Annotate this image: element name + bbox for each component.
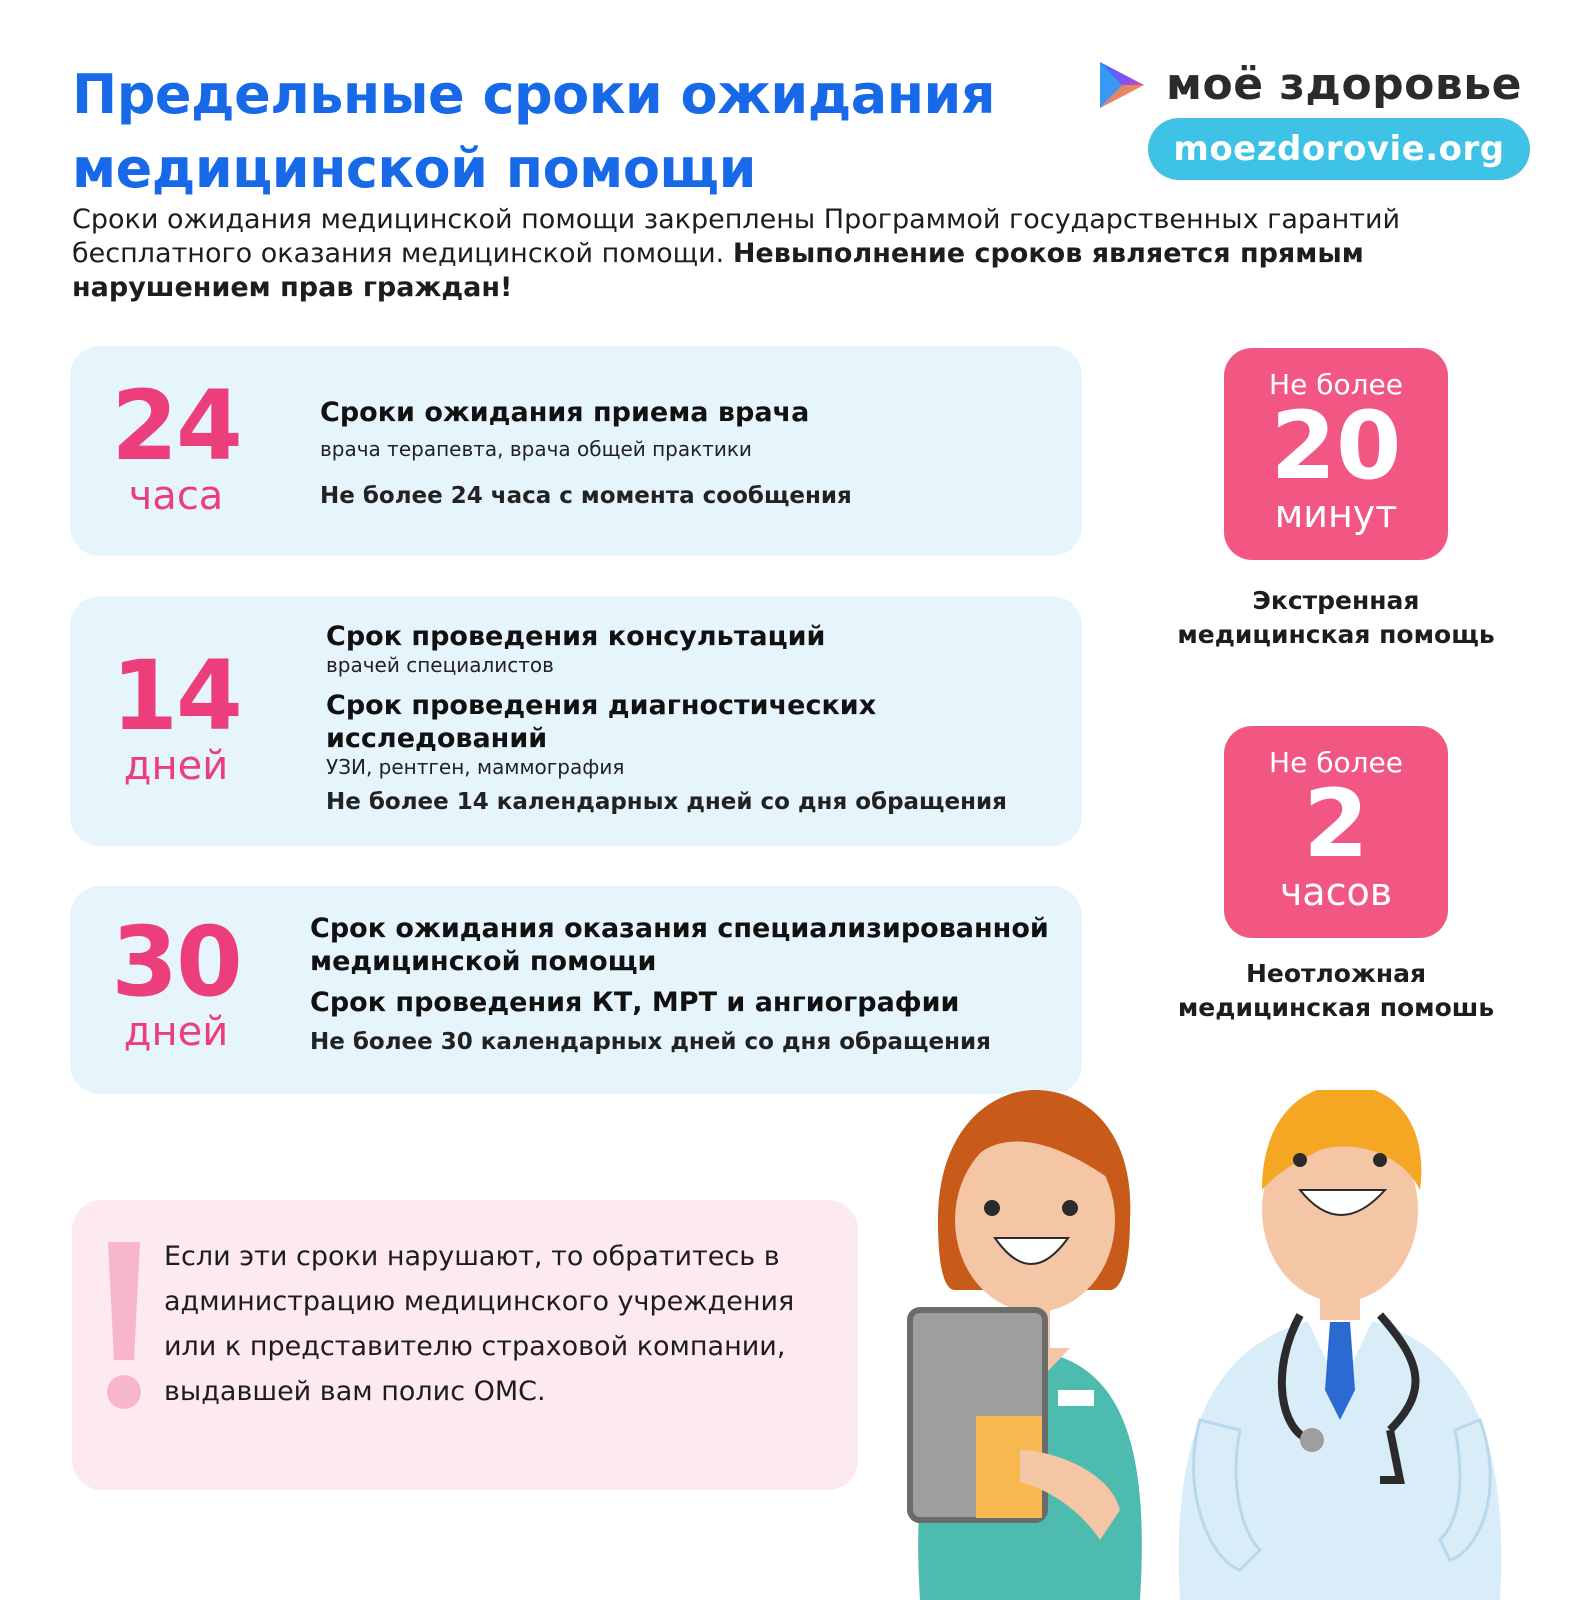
card-number: 24 bbox=[111, 370, 241, 482]
badge-unit: часов bbox=[1279, 870, 1393, 914]
card-number-block bbox=[70, 640, 282, 789]
badge-prefix: Не более bbox=[1269, 746, 1403, 779]
card-heading: Срок проведения консультаций bbox=[326, 621, 826, 652]
badge-unit: минут bbox=[1274, 492, 1398, 536]
intro-paragraph bbox=[72, 203, 1512, 305]
card-number: 14 bbox=[111, 640, 241, 752]
title-line-1: Предельные сроки ожидания bbox=[72, 63, 996, 126]
card-text-block bbox=[320, 396, 1060, 511]
card-heading: Сроки ожидания приема врача bbox=[320, 397, 810, 428]
wait-card-24-hours bbox=[70, 346, 1082, 556]
card-footer: Не более 30 календарных дней со дня обращения bbox=[310, 1029, 991, 1055]
exclamation-icon bbox=[104, 1242, 144, 1412]
doctors-illustration bbox=[880, 1090, 1580, 1600]
brand-url-link[interactable]: moezdorovie.org bbox=[1148, 118, 1530, 180]
brand-logo bbox=[1094, 56, 1534, 116]
complaint-note bbox=[72, 1200, 858, 1490]
nurse-figure bbox=[910, 1090, 1142, 1600]
caption-line-1: Экстренная bbox=[1252, 586, 1420, 615]
card-subtext-2: УЗИ, рентген, маммография bbox=[326, 755, 625, 779]
card-text-block bbox=[310, 912, 1070, 1057]
badge-number: 2 bbox=[1303, 770, 1369, 879]
badge-prefix: Не более bbox=[1269, 368, 1403, 401]
wait-card-30-days bbox=[70, 886, 1082, 1094]
card-heading: Срок ожидания оказания специализированной медицинской помощи bbox=[310, 913, 1049, 977]
doctor-figure bbox=[1179, 1090, 1501, 1600]
emergency-caption bbox=[1144, 584, 1528, 652]
card-heading-2: Срок проведения КТ, МРТ и ангиографии bbox=[310, 987, 960, 1018]
emergency-badge bbox=[1224, 348, 1448, 560]
card-footer: Не более 14 календарных дней со дня обращения bbox=[326, 789, 1007, 815]
badge-number: 20 bbox=[1270, 392, 1402, 501]
page-title bbox=[72, 58, 1052, 206]
play-triangle-logo-icon bbox=[1094, 58, 1150, 112]
note-text: Если эти сроки нарушают, то обратитесь в администрацию медицинского учреждения или к представителю страховой компании, выдавшей вам полис ОМС. bbox=[164, 1241, 795, 1407]
card-footer: Не более 24 часа с момента сообщения bbox=[320, 483, 852, 509]
card-unit: часа bbox=[128, 473, 224, 519]
card-heading-2: Срок проведения диагностических исследований bbox=[326, 690, 877, 754]
title-line-2: медицинской помощи bbox=[72, 137, 756, 200]
caption-line-2: медицинская помошь bbox=[1177, 993, 1495, 1022]
card-subtext: врачей специалистов bbox=[326, 653, 554, 677]
card-number: 30 bbox=[111, 906, 241, 1018]
card-unit: дней bbox=[123, 1009, 229, 1055]
urgent-badge bbox=[1224, 726, 1448, 938]
urgent-caption bbox=[1144, 957, 1528, 1025]
caption-line-2: медицинская помощь bbox=[1177, 620, 1495, 649]
card-unit: дней bbox=[123, 743, 229, 789]
card-subtext: врача терапевта, врача общей практики bbox=[320, 437, 752, 461]
caption-line-1: Неотложная bbox=[1245, 959, 1427, 988]
card-number-block bbox=[70, 370, 282, 519]
brand-name: моё здоровье bbox=[1166, 59, 1522, 110]
intro-bold-text: Невыполнение сроков является прямым нарушением прав граждан! bbox=[72, 238, 1364, 303]
card-text-block bbox=[326, 620, 1066, 817]
card-number-block bbox=[70, 906, 282, 1055]
intro-text: Сроки ожидания медицинской помощи закреплены Программой государственных гарантий бесплатного оказания медицинской помощи. bbox=[72, 204, 1401, 269]
wait-card-14-days bbox=[70, 596, 1082, 846]
